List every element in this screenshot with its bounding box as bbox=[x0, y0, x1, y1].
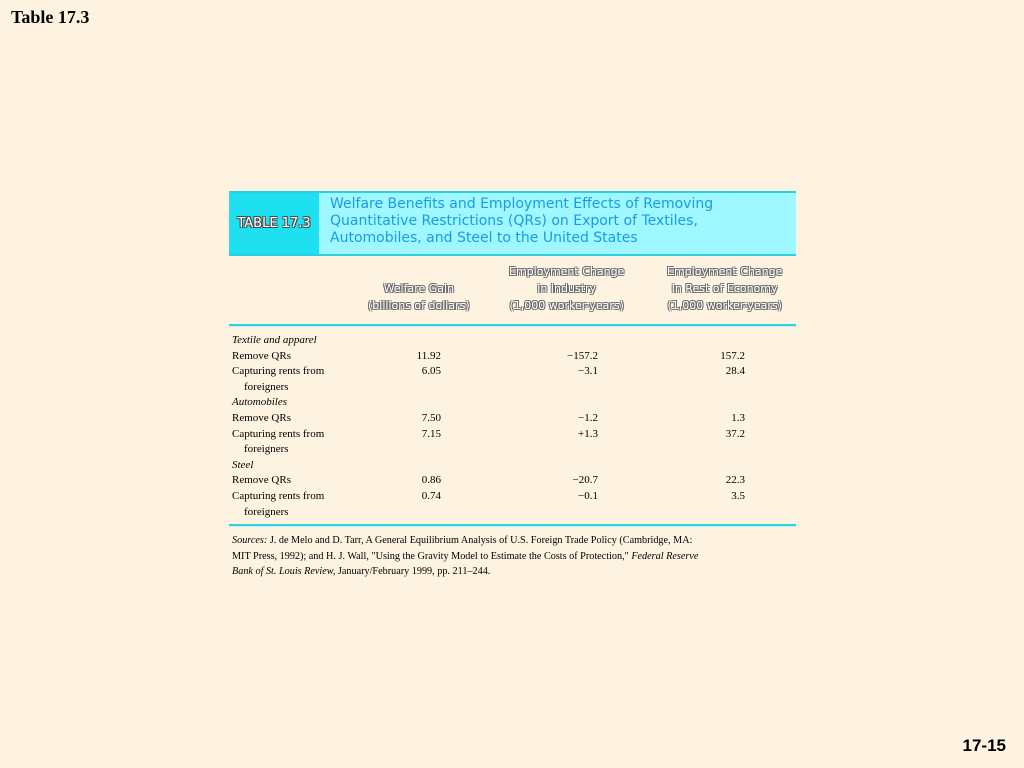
table-cell: 37.2 bbox=[725, 427, 745, 440]
table-cell: 6.05 bbox=[421, 365, 441, 378]
table-cell: 3.5 bbox=[731, 489, 745, 502]
column-header-line: (1,000 worker-years) bbox=[509, 299, 624, 312]
row-label: Capturing rents from bbox=[232, 489, 325, 502]
table-heading bbox=[319, 193, 796, 254]
table-row bbox=[229, 442, 796, 458]
table-figure bbox=[229, 191, 796, 580]
column-header-line: (1,000 worker-years) bbox=[667, 299, 782, 312]
table-cell: −1.2 bbox=[578, 411, 598, 424]
table-body bbox=[229, 327, 796, 524]
table-cell: −3.1 bbox=[578, 365, 598, 378]
table-section-row bbox=[229, 458, 796, 474]
table-row bbox=[229, 427, 796, 443]
column-header-line: Employment Change bbox=[509, 265, 625, 278]
sources-label: Sources: bbox=[232, 535, 268, 547]
table-cell: 11.92 bbox=[416, 349, 441, 362]
table-row bbox=[229, 505, 796, 521]
row-label: foreigners bbox=[244, 443, 289, 456]
section-label: Textile and apparel bbox=[232, 334, 317, 346]
table-heading-line: Automobiles, and Steel to the United States bbox=[330, 230, 638, 246]
table-cell: −20.7 bbox=[572, 474, 598, 487]
table-cell: 0.74 bbox=[421, 489, 441, 502]
sources-journal: Bank of St. Louis Review, bbox=[232, 566, 336, 578]
table-row bbox=[229, 411, 796, 427]
table-cell: +1.3 bbox=[578, 427, 598, 440]
table-cell: −0.1 bbox=[578, 489, 598, 502]
table-row bbox=[229, 473, 796, 489]
slide-number: 17-15 bbox=[962, 736, 1006, 755]
table-heading-line: Quantitative Restrictions (QRs) on Export of Textiles, bbox=[330, 213, 698, 229]
table-rule-bottom bbox=[229, 524, 796, 527]
sources-line bbox=[232, 549, 796, 565]
table-cell: −157.2 bbox=[567, 349, 598, 362]
sources-text: MIT Press, 1992); and H. J. Wall, "Using the Gravity Model to Estimate the Costs of Protection," bbox=[232, 550, 632, 562]
section-label: Steel bbox=[232, 458, 254, 471]
table-header-band bbox=[229, 191, 796, 256]
table-heading-line: Welfare Benefits and Employment Effects of Removing bbox=[330, 196, 714, 212]
sources-line bbox=[232, 533, 796, 549]
table-cell: 7.15 bbox=[421, 427, 441, 440]
sources-journal: Federal Reserve bbox=[631, 550, 699, 562]
table-row bbox=[229, 380, 796, 396]
row-label: Remove QRs bbox=[232, 474, 291, 487]
row-label: Capturing rents from bbox=[232, 365, 325, 378]
table-cell: 28.4 bbox=[725, 365, 745, 378]
table-cell: 22.3 bbox=[725, 474, 745, 487]
table-row bbox=[229, 489, 796, 505]
sources-text: January/February 1999, pp. 211–244. bbox=[335, 566, 491, 578]
table-tag: TABLE 17.3 bbox=[229, 193, 319, 254]
section-label: Automobiles bbox=[232, 396, 287, 409]
column-headers bbox=[229, 256, 796, 324]
table-cell: 157.2 bbox=[720, 349, 745, 362]
table-section-row bbox=[229, 395, 796, 411]
column-header-line: in Rest of Economy bbox=[671, 282, 778, 295]
column-header-line: in Industry bbox=[537, 282, 597, 295]
sources-line bbox=[232, 564, 796, 580]
row-label: Remove QRs bbox=[232, 411, 291, 424]
row-label: foreigners bbox=[244, 505, 289, 518]
table-row bbox=[229, 349, 796, 365]
column-header-line: Employment Change bbox=[667, 265, 783, 278]
column-header-welfare-gain bbox=[368, 280, 470, 314]
table-cell: 0.86 bbox=[421, 474, 441, 487]
column-header-line: (billions of dollars) bbox=[368, 299, 470, 312]
sources-text: J. de Melo and D. Tarr, A General Equilibrium Analysis of U.S. Foreign Trade Policy (Cambridge, MA: bbox=[269, 535, 693, 547]
table-row bbox=[229, 364, 796, 380]
column-header-line: Welfare Gain bbox=[383, 282, 455, 295]
column-header-employment-rest bbox=[667, 263, 782, 314]
table-cell: 1.3 bbox=[731, 411, 745, 424]
row-label: Capturing rents from bbox=[232, 427, 325, 440]
table-sources bbox=[229, 533, 796, 580]
table-cell: 7.50 bbox=[421, 411, 441, 424]
column-header-employment-industry bbox=[509, 263, 624, 314]
row-label: foreigners bbox=[244, 380, 289, 393]
row-label: Remove QRs bbox=[232, 349, 291, 362]
slide-title: Table 17.3 bbox=[11, 7, 90, 27]
table-section-row bbox=[229, 333, 796, 349]
